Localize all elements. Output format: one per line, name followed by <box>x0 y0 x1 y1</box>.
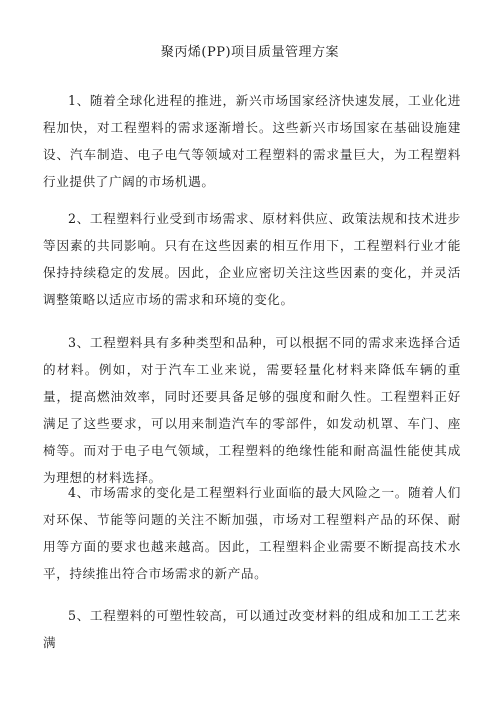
document-title: 聚丙烯(PP)项目质量管理方案 <box>160 45 340 60</box>
paragraph-1: 1、随着全球化进程的推进，新兴市场国家经济快速发展，工业化进程加快，对工程塑料的需求逐渐增长。这些新兴市场国家在基础设施建设、汽车制造、电子电气等领域对工程塑料的需求量巨大，为工程塑料行业提供了广阔的市场机遇。 <box>43 93 461 189</box>
paragraph-4: 4、市场需求的变化是工程塑料行业面临的最大风险之一。随着人们对环保、节能等问题的关注不断加强，市场对工程塑料产品的环保、耐用等方面的要求也越来越高。因此，工程塑料企业需要不断提高技术水平，持续推出符合市场需求的新产品。 <box>43 485 461 581</box>
paragraph-5: 5、工程塑料的可塑性较高，可以通过改变材料的组成和加工工艺来满 <box>43 608 461 650</box>
paragraph-3: 3、工程塑料具有多种类型和品种，可以根据不同的需求来选择合适的材料。例如，对于汽车工业来说，需要轻量化材料来降低车辆的重量，提高燃油效率，同时还要具备足够的强度和耐久性。工程塑料正好满足了这些要求，可以用来制造汽车的零部件，如发动机罩、车门、座椅等。而对于电子电气领域，工程塑料的绝缘性能和耐高温性能使其成为理想的材料选择。 <box>43 335 461 485</box>
paragraph-2: 2、工程塑料行业受到市场需求、原材料供应、政策法规和技术进步等因素的共同影响。只有在这些因素的相互作用下，工程塑料行业才能保持持续稳定的发展。因此，企业应密切关注这些因素的变化，并灵活调整策略以适应市场的需求和环境的变化。 <box>43 211 461 307</box>
